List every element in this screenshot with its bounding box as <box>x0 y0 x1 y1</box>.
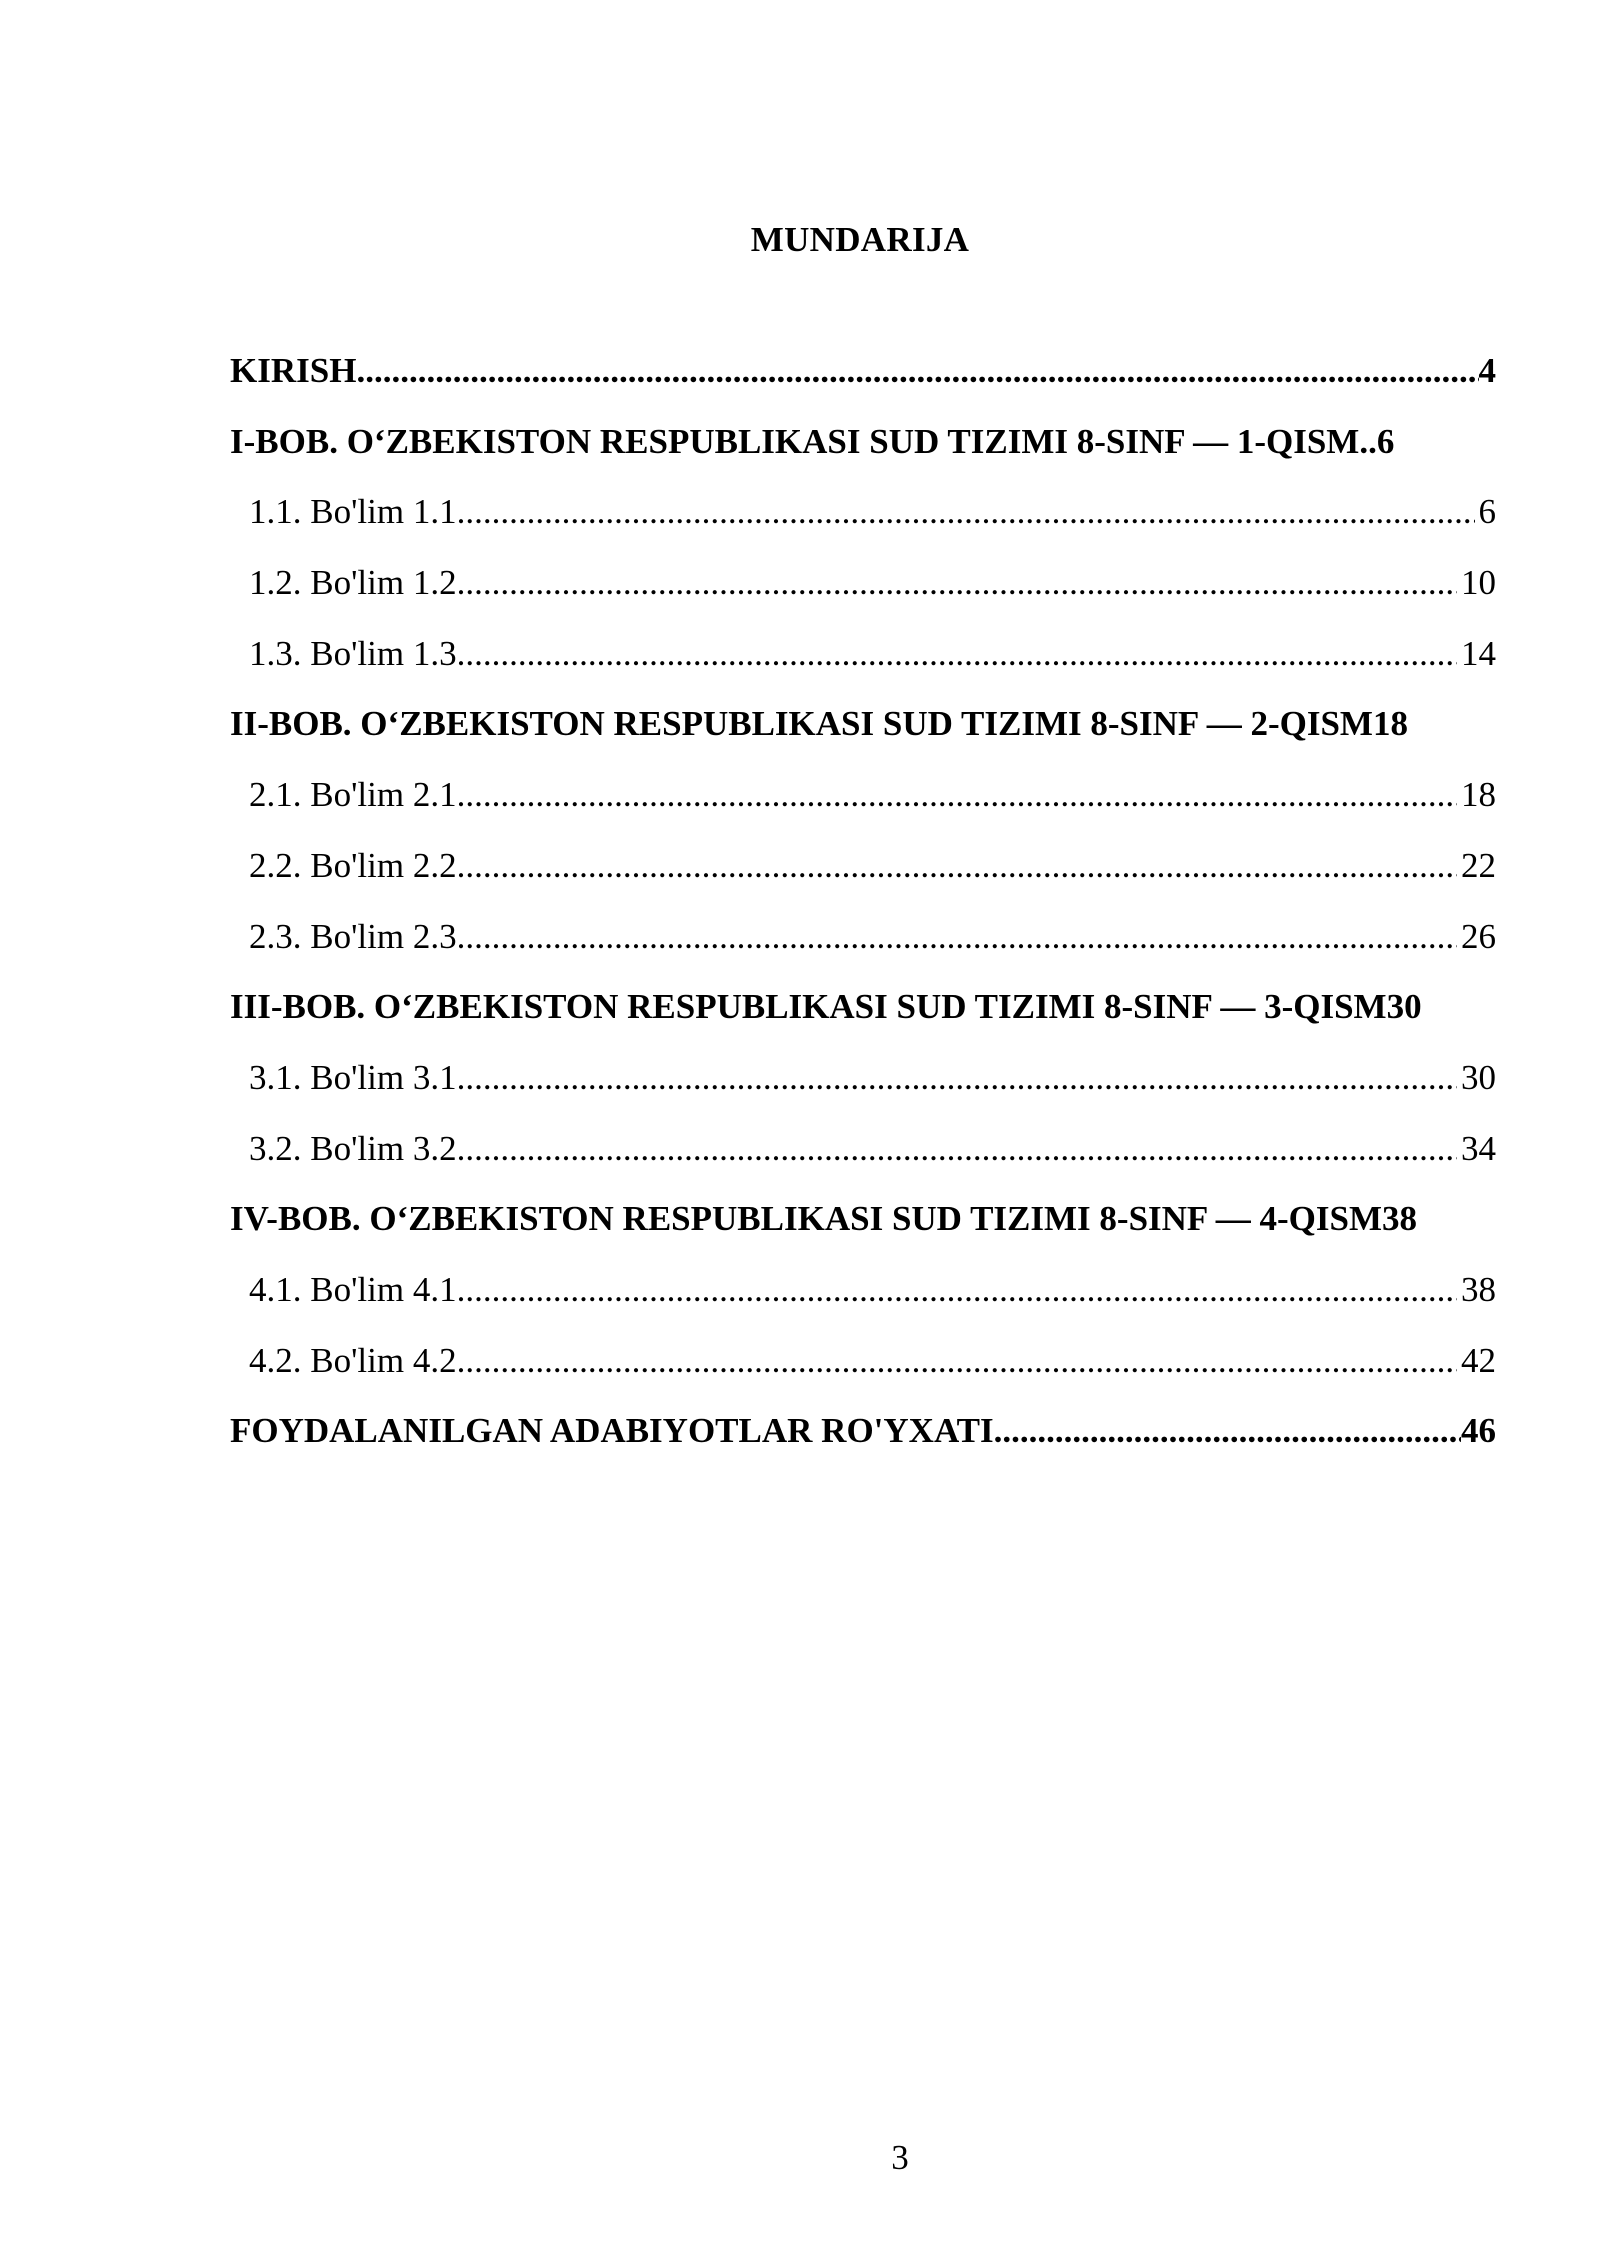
toc-entry-label: 3.1. Bo'lim 3.1 <box>249 1057 457 1097</box>
toc-section-entry[interactable] <box>230 1339 1560 1410</box>
toc-chapter-entry[interactable] <box>230 702 1560 773</box>
toc-entry-label: 2.3. Bo'lim 2.3 <box>249 916 457 956</box>
toc-main-entry[interactable] <box>230 349 1560 420</box>
toc-page-number: 6 <box>1478 492 1496 532</box>
toc-page-number: 6 <box>1376 421 1395 461</box>
toc-entry-label: IV-BOB. O‘ZBEKISTON RESPUBLIKASI SUD TIZIMI 8-SINF — 4-QISM <box>230 1199 1383 1239</box>
toc-page-number: 34 <box>1461 1128 1496 1168</box>
toc-entry-label: III-BOB. O‘ZBEKISTON RESPUBLIKASI SUD TIZIMI 8-SINF — 3-QISM <box>230 987 1387 1027</box>
toc-dot-leader: .. <box>1359 421 1377 461</box>
toc-page-number: 30 <box>1386 987 1422 1027</box>
toc-page-number: 14 <box>1461 633 1496 673</box>
toc-page-number: 4 <box>1478 351 1496 390</box>
toc-dot-leader <box>457 773 1457 817</box>
toc-main-entry[interactable] <box>230 1409 1560 1480</box>
toc-dot-leader <box>457 561 1457 605</box>
toc-entry-label: 4.1. Bo'lim 4.1 <box>249 1269 457 1309</box>
toc-entry-label: 2.2. Bo'lim 2.2 <box>249 845 457 885</box>
toc-entry-label: 1.2. Bo'lim 1.2 <box>249 563 457 603</box>
toc-chapter-entry[interactable] <box>230 420 1560 491</box>
toc-entry-label: 1.3. Bo'lim 1.3 <box>249 633 457 673</box>
toc-dot-leader <box>457 1127 1457 1171</box>
toc-page-number: 38 <box>1461 1269 1496 1309</box>
toc-dot-leader <box>457 490 1475 534</box>
toc-section-entry[interactable] <box>230 490 1560 561</box>
toc-section-entry[interactable] <box>230 773 1560 844</box>
toc-section-entry[interactable] <box>230 844 1560 915</box>
toc-page-number: 30 <box>1461 1057 1496 1097</box>
toc-entry-label: 2.1. Bo'lim 2.1 <box>249 775 457 815</box>
toc-entry-label: 4.2. Bo'lim 4.2 <box>249 1340 457 1380</box>
toc-dot-leader <box>457 915 1457 959</box>
table-of-contents <box>230 349 1560 1480</box>
toc-section-entry[interactable] <box>230 1268 1560 1339</box>
toc-page-number: 38 <box>1382 1199 1418 1239</box>
toc-page-number: 18 <box>1461 775 1496 815</box>
toc-section-entry[interactable] <box>230 1127 1560 1198</box>
toc-page-number: 42 <box>1461 1340 1496 1380</box>
toc-entry-label: I-BOB. O‘ZBEKISTON RESPUBLIKASI SUD TIZIMI 8-SINF — 1-QISM <box>230 421 1360 461</box>
page-title: MUNDARIJA <box>750 220 970 259</box>
toc-entry-label: 1.1. Bo'lim 1.1 <box>249 492 457 532</box>
toc-entry-label: 3.2. Bo'lim 3.2 <box>249 1128 457 1168</box>
page-number: 3 <box>891 2138 909 2177</box>
toc-chapter-entry[interactable] <box>230 1197 1560 1268</box>
toc-page-number: 26 <box>1461 916 1496 956</box>
toc-page-number: 46 <box>1461 1411 1496 1451</box>
toc-dot-leader <box>457 632 1457 676</box>
toc-dot-leader <box>457 1056 1457 1100</box>
toc-dot-leader <box>457 1339 1457 1383</box>
toc-chapter-entry[interactable] <box>230 985 1560 1056</box>
toc-entry-label: II-BOB. O‘ZBEKISTON RESPUBLIKASI SUD TIZIMI 8-SINF — 2-QISM <box>230 704 1373 744</box>
toc-dot-leader <box>457 844 1457 888</box>
toc-dot-leader <box>457 1268 1457 1312</box>
toc-entry-label: FOYDALANILGAN ADABIYOTLAR RO'YXATI <box>230 1411 994 1451</box>
toc-section-entry[interactable] <box>230 561 1560 632</box>
toc-section-entry[interactable] <box>230 632 1560 703</box>
toc-dot-leader <box>356 349 1478 393</box>
toc-dot-leader <box>994 1409 1461 1453</box>
toc-section-entry[interactable] <box>230 1056 1560 1127</box>
toc-section-entry[interactable] <box>230 915 1560 986</box>
toc-entry-label: KIRISH <box>230 351 357 390</box>
toc-page-number: 10 <box>1461 563 1496 603</box>
toc-page-number: 18 <box>1372 704 1408 744</box>
toc-page-number: 22 <box>1461 845 1496 885</box>
